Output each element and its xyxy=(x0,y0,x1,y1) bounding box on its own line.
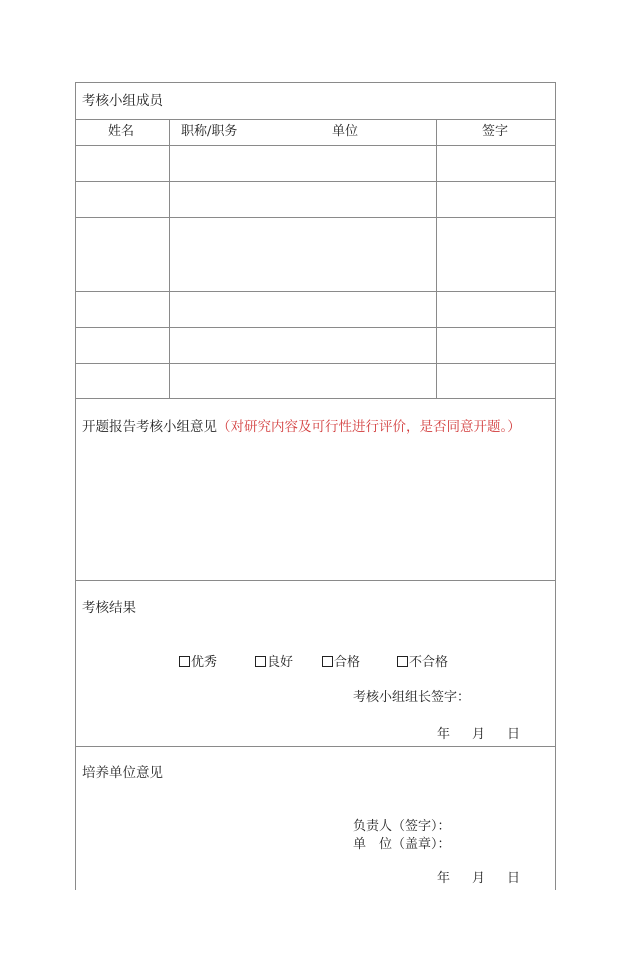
option-label: 优秀 xyxy=(191,655,218,670)
signature-cell[interactable] xyxy=(437,146,555,181)
section-divider xyxy=(75,580,556,581)
name-cell[interactable] xyxy=(76,146,169,181)
name-cell[interactable] xyxy=(76,364,169,398)
title-unit-cell[interactable] xyxy=(170,328,436,363)
title-unit-cell[interactable] xyxy=(170,364,436,398)
name-cell[interactable] xyxy=(76,182,169,217)
result-date-day: 日 xyxy=(507,727,521,742)
form-top-border xyxy=(75,82,556,83)
form-right-border xyxy=(555,82,556,890)
leader-signature-label: 考核小组组长签字： xyxy=(353,690,471,705)
option-good[interactable] xyxy=(255,655,293,671)
section-divider xyxy=(75,746,556,747)
opinion-input-area[interactable] xyxy=(76,442,555,580)
unit-seal-label: 单 位（盖章）： xyxy=(353,837,451,852)
signature-cell[interactable] xyxy=(437,292,555,327)
signature-cell[interactable] xyxy=(437,328,555,363)
checkbox-icon[interactable] xyxy=(255,656,266,667)
column-header-title: 职称/职务 xyxy=(181,124,238,139)
option-label: 良好 xyxy=(267,655,294,670)
result-date-month: 月 xyxy=(472,727,486,742)
checkbox-icon[interactable] xyxy=(397,656,408,667)
table-row xyxy=(76,182,555,217)
responsible-signature-label: 负责人（签字）： xyxy=(353,819,451,834)
column-header-name: 姓名 xyxy=(108,124,135,139)
option-fail[interactable] xyxy=(397,655,448,671)
option-pass[interactable] xyxy=(322,655,360,671)
opinion-title-text: 开题报告考核小组意见 xyxy=(82,419,217,435)
table-bottom-divider xyxy=(75,398,556,399)
result-section-title: 考核结果 xyxy=(82,600,136,616)
title-unit-cell[interactable] xyxy=(170,182,436,217)
checkbox-icon[interactable] xyxy=(179,656,190,667)
title-unit-cell[interactable] xyxy=(170,146,436,181)
signature-cell[interactable] xyxy=(437,182,555,217)
unit-section-title: 培养单位意见 xyxy=(82,765,163,781)
option-label: 合格 xyxy=(334,655,361,670)
table-row xyxy=(76,292,555,327)
title-unit-cell[interactable] xyxy=(170,218,436,291)
unit-date-month: 月 xyxy=(472,871,486,886)
opinion-section-title xyxy=(82,419,521,435)
evaluation-form xyxy=(75,82,556,890)
members-title-divider xyxy=(75,119,556,120)
unit-date-day: 日 xyxy=(507,871,521,886)
result-date-year: 年 xyxy=(437,727,451,742)
table-row xyxy=(76,146,555,181)
table-row xyxy=(76,328,555,363)
signature-cell[interactable] xyxy=(437,218,555,291)
table-row xyxy=(76,364,555,398)
option-label: 不合格 xyxy=(409,655,449,670)
name-cell[interactable] xyxy=(76,218,169,291)
column-header-unit: 单位 xyxy=(332,124,359,139)
opinion-instruction-note: （对研究内容及可行性进行评价，是否同意开题。） xyxy=(217,419,521,435)
members-section-title: 考核小组成员 xyxy=(82,93,163,109)
unit-date-year: 年 xyxy=(437,871,451,886)
name-cell[interactable] xyxy=(76,328,169,363)
name-cell[interactable] xyxy=(76,292,169,327)
title-unit-cell[interactable] xyxy=(170,292,436,327)
table-row xyxy=(76,218,555,291)
checkbox-icon[interactable] xyxy=(322,656,333,667)
option-excellent[interactable] xyxy=(179,655,217,671)
signature-cell[interactable] xyxy=(437,364,555,398)
column-header-signature: 签字 xyxy=(482,124,509,139)
